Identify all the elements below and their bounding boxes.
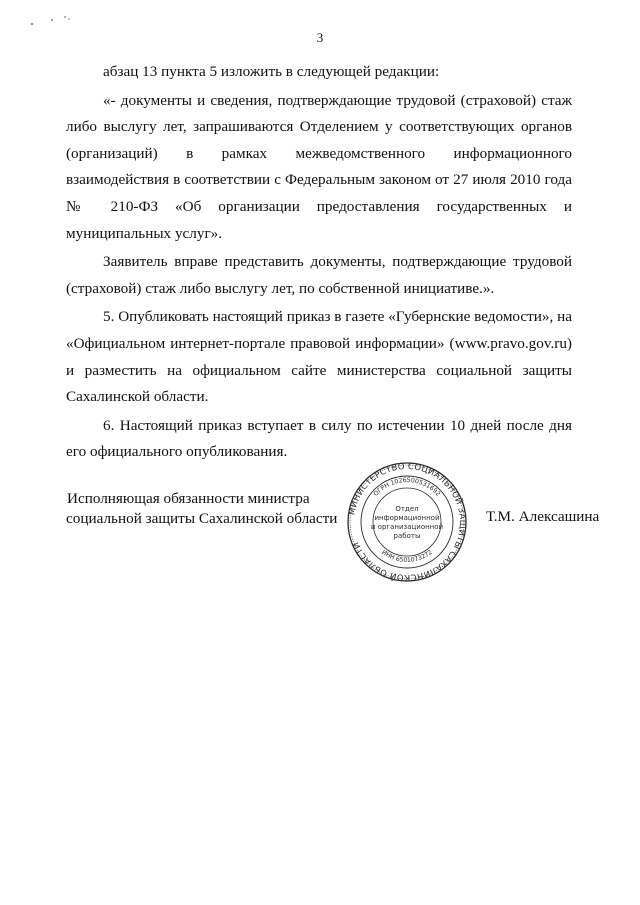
paragraph-applicant-right: Заявитель вправе представить документы, подтверждающие трудовой (страховой) стаж либо выслугу лет, по собственной инициативе.». bbox=[66, 253, 572, 297]
signature-position bbox=[66, 489, 337, 529]
seal-center-line3: и организационной bbox=[370, 523, 444, 531]
seal-center-line4: работы bbox=[393, 532, 421, 540]
seal-center-line2: информационной bbox=[374, 514, 440, 522]
signature-position-line2: социальной защиты Сахалинской области bbox=[66, 510, 338, 527]
signature-position-line1: Исполняющая обязанности министра bbox=[67, 490, 310, 507]
paragraph-item-5: 5. Опубликовать настоящий приказ в газете «Губернские ведомости», на «Официальном интернет-портале правовой информации» (www.pravo.gov.ru) и разместить на официальном сайте министерства социальной защиты Сахалинской области. bbox=[66, 308, 572, 406]
official-seal bbox=[346, 461, 468, 583]
paragraph-item-6: 6. Настоящий приказ вступает в силу по истечении 10 дней после дня его официального опубликования. bbox=[66, 416, 572, 461]
scan-specks bbox=[28, 12, 88, 32]
seal-inner-ring bbox=[370, 488, 444, 556]
seal-center-line1: Отдел bbox=[395, 505, 419, 513]
seal-inn: ИНН 6501073272 bbox=[380, 548, 434, 565]
seal-middle-ring bbox=[361, 476, 453, 568]
seal-ogrn: ОГРН 1026500531692 bbox=[372, 476, 442, 498]
seal-outer-text: МИНИСТЕРСТВО СОЦИАЛЬНОЙ ЗАЩИТЫ САХАЛИНСКОЙ ОБЛАСТИ bbox=[346, 461, 468, 583]
document-body bbox=[66, 59, 572, 466]
signatory-name: Т.М. Алексашина bbox=[486, 508, 600, 525]
page-number: 3 bbox=[316, 30, 324, 45]
paragraph-amendment-text: «- документы и сведения, подтверждающие трудовой (страховой) стаж либо выслугу лет, запрашиваются Отделением у соответствующих органов (организаций) в рамках межведомственного информационного взаимодействия в соответствии с Федеральным законом от 27 июля 2010 года № 210-ФЗ «Об организации предоставления государственных и муниципальных услуг». bbox=[66, 91, 572, 242]
paragraph-amendment-intro: абзац 13 пункта 5 изложить в следующей редакции: bbox=[103, 63, 440, 80]
